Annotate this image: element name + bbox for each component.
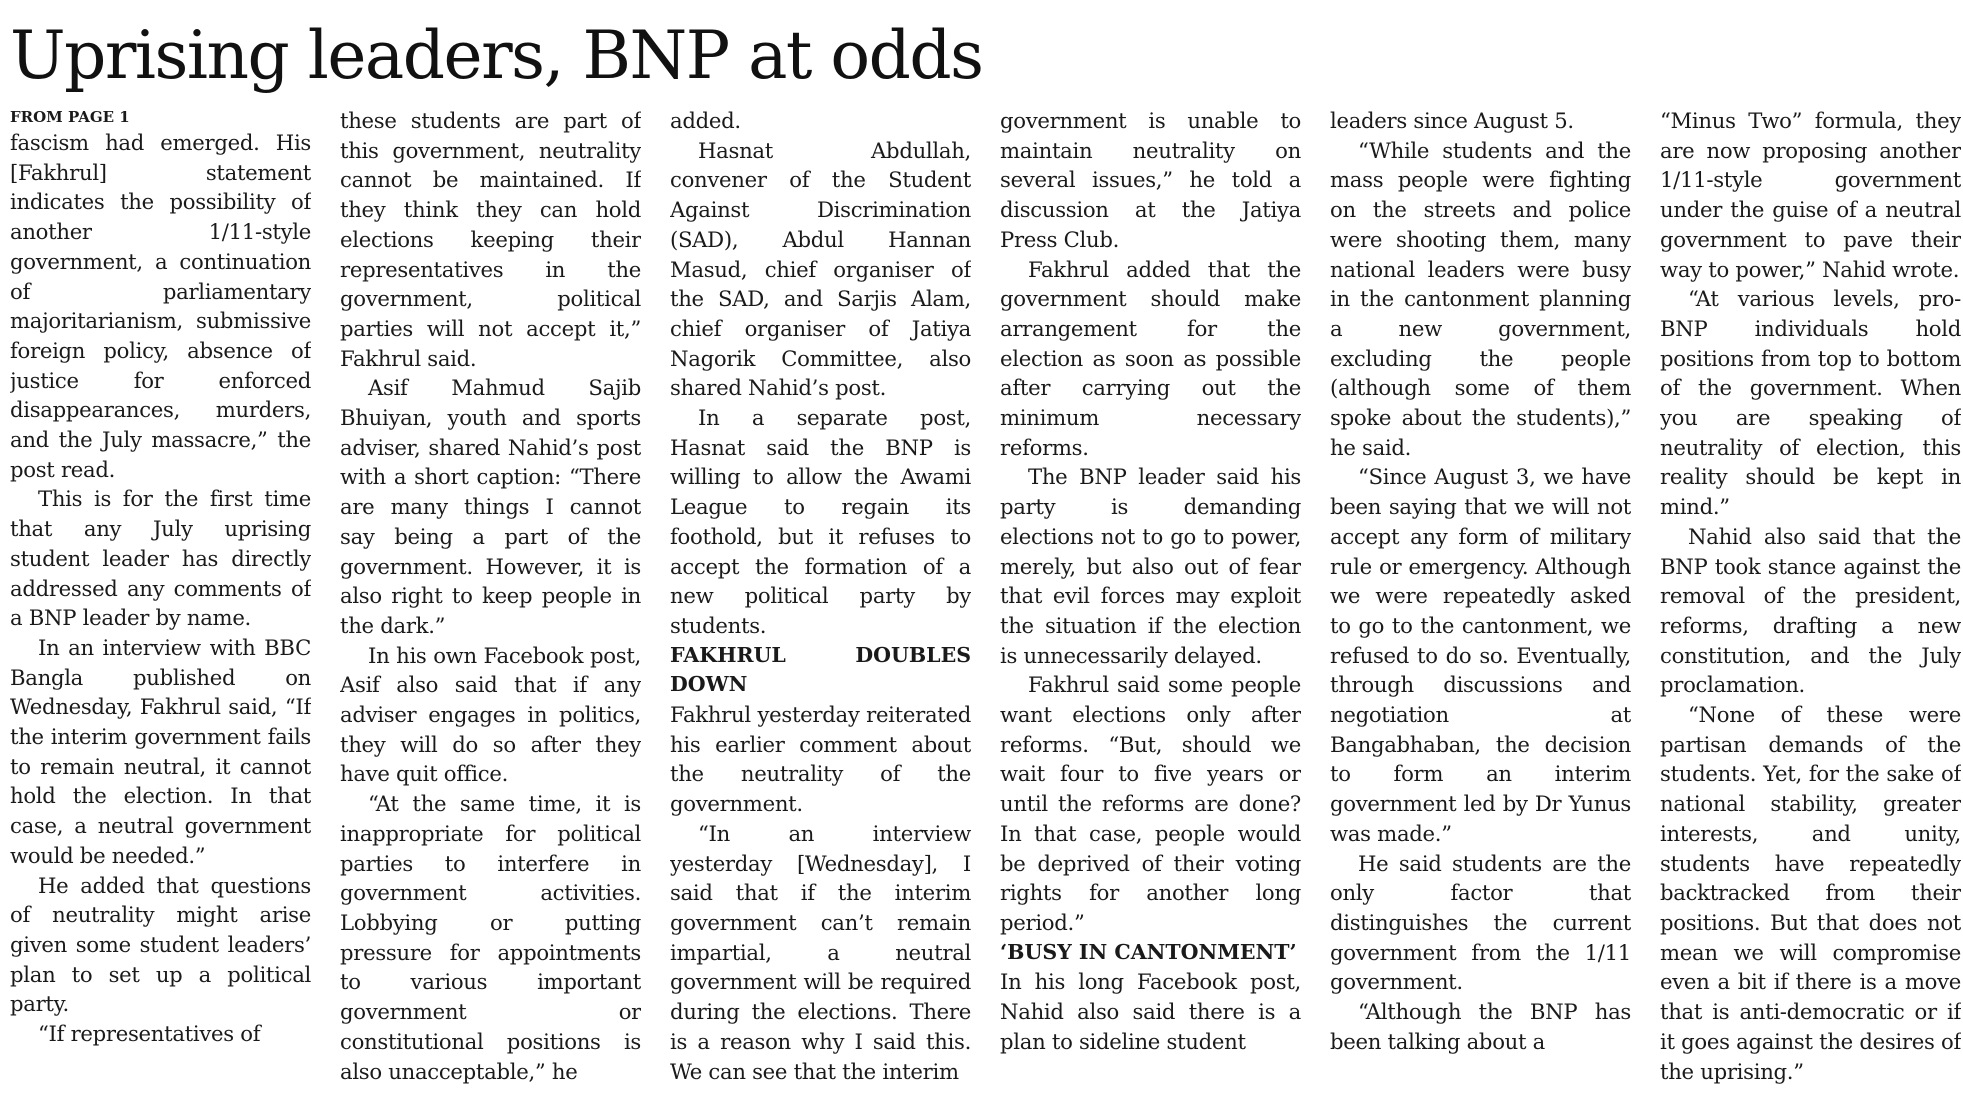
column-4 (1000, 106, 1301, 1096)
paragraph: Asif Mahmud Sajib Bhuiyan, youth and sports adviser, shared Nahid’s post with a short caption: “There are many things I cannot say being a part of the government. However, it is also right to keep people in the dark.” (340, 375, 641, 638)
paragraph: In his own Facebook post, Asif also said that if any adviser engages in politics, they will do so after they have quit office. (340, 642, 641, 787)
column-5 (1330, 106, 1631, 1096)
paragraph: In an interview with BBC Bangla published on Wednesday, Fakhrul said, “If the interim government fails to remain neutral, it cannot hold the election. In that case, a neutral government would be needed.” (10, 634, 311, 868)
paragraph: Fakhrul added that the government should make arrangement for the election as soon as possible after carrying out the minimum necessary reforms. (1000, 256, 1301, 460)
subheading: ‘BUSY IN CANTONMENT’ (1000, 939, 1297, 964)
paragraph: In his long Facebook post, Nahid also said there is a plan to sideline student (1000, 969, 1301, 1054)
paragraph: “At various levels, pro-BNP individuals hold positions from top to bottom of the government. When you are speaking of neutrality of election, this reality should be kept in mind.” (1660, 286, 1961, 520)
paragraph: these students are part of this government, neutrality cannot be maintained. If they think they can hold elections keeping their representatives in the government, political parties will not accept it,” Fakhrul said. (340, 108, 641, 371)
column-2 (340, 106, 641, 1096)
column-1 (10, 106, 311, 1096)
paragraph: Fakhrul said some people want elections only after reforms. “But, should we wait four to five years or until the reforms are done? In that case, people would be deprived of their voting rights for another long period.” (1000, 672, 1301, 935)
paragraph: “Although the BNP has been talking about a (1330, 999, 1631, 1054)
paragraph: “If representatives of (38, 1021, 261, 1047)
paragraph: “None of these were partisan demands of the students. Yet, for the sake of national stability, greater interests, and unity, students have repeatedly backtracked from their positions. But that does not mean we will compromise even a bit if there is a move that is anti-democratic or if it goes against the desires of the uprising.” (1660, 702, 1961, 1084)
paragraph: “Minus Two” formula, they are now proposing another 1/11-style government under the guise of a neutral government to pave their way to power,” Nahid wrote. (1660, 108, 1961, 282)
paragraph: Hasnat Abdullah, convener of the Student Against Discrimination (SAD), Abdul Hannan Masud, chief organiser of the SAD, and Sarjis Alam, chief organiser of Jatiya Nagorik Committee, also shared Nahid’s post. (670, 137, 971, 401)
headline: Uprising leaders, BNP at odds (10, 17, 983, 94)
article-columns (10, 106, 1960, 1096)
subheading: FAKHRUL DOUBLES DOWN (670, 642, 971, 697)
column-6 (1660, 106, 1961, 1096)
paragraph: leaders since August 5. (1330, 108, 1574, 133)
paragraph: In a separate post, Hasnat said the BNP is willing to allow the Awami League to regain its foothold, but it refuses to accept the formation of a new political party by students. (670, 405, 971, 638)
paragraph: added. (670, 108, 741, 133)
kicker-from-page: FROM PAGE 1 (10, 108, 130, 126)
paragraph: “At the same time, it is inappropriate for political parties to interfere in government activities. Lobbying or putting pressure for appointments to various important government or constitutional positions is also unacceptable,” he (340, 791, 641, 1084)
paragraph: Nahid also said that the BNP took stance against the removal of the president, reforms, drafting a new constitution, and the July proclamation. (1660, 523, 1961, 698)
paragraph: “While students and the mass people were fighting on the streets and police were shooting them, many national leaders were busy in the cantonment planning a new government, excluding the people (although some of them spoke about the students),” he said. (1330, 137, 1631, 460)
paragraph: The BNP leader said his party is demanding elections not to go to power, merely, but also out of fear that evil forces may exploit the situation if the election is unnecessarily delayed. (1000, 464, 1301, 668)
paragraph: fascism had emerged. His [Fakhrul] statement indicates the possibility of another 1/11-style government, a continuation of parliamentary majoritarianism, submissive foreign policy, absence of justice for enforced disappearances, murders, and the July massacre,” the post read. (10, 130, 311, 482)
paragraph: “Since August 3, we have been saying that we will not accept any form of military rule or emergency. Although we were repeatedly asked to go to the cantonment, we refused to do so. Eventually, through discussions and negotiation at Bangabhaban, the decision to form an interim government led by Dr Yunus was made.” (1330, 464, 1631, 846)
paragraph: Fakhrul yesterday reiterated his earlier comment about the neutrality of the government. (670, 702, 971, 817)
column-3 (670, 106, 971, 1096)
paragraph: “In an interview yesterday [Wednesday], I said that if the interim government can’t remain impartial, a neutral government will be required during the elections. There is a reason why I said this. We can see that the interim (670, 820, 971, 1084)
paragraph: This is for the first time that any July uprising student leader has directly addressed any comments of a BNP leader by name. (10, 486, 311, 631)
paragraph: government is unable to maintain neutrality on several issues,” he told a discussion at the Jatiya Press Club. (1000, 108, 1301, 252)
paragraph: He said students are the only factor that distinguishes the current government from the 1/11 government. (1330, 850, 1631, 995)
paragraph: He added that questions of neutrality might arise given some student leaders’ plan to set up a political party. (10, 872, 311, 1017)
